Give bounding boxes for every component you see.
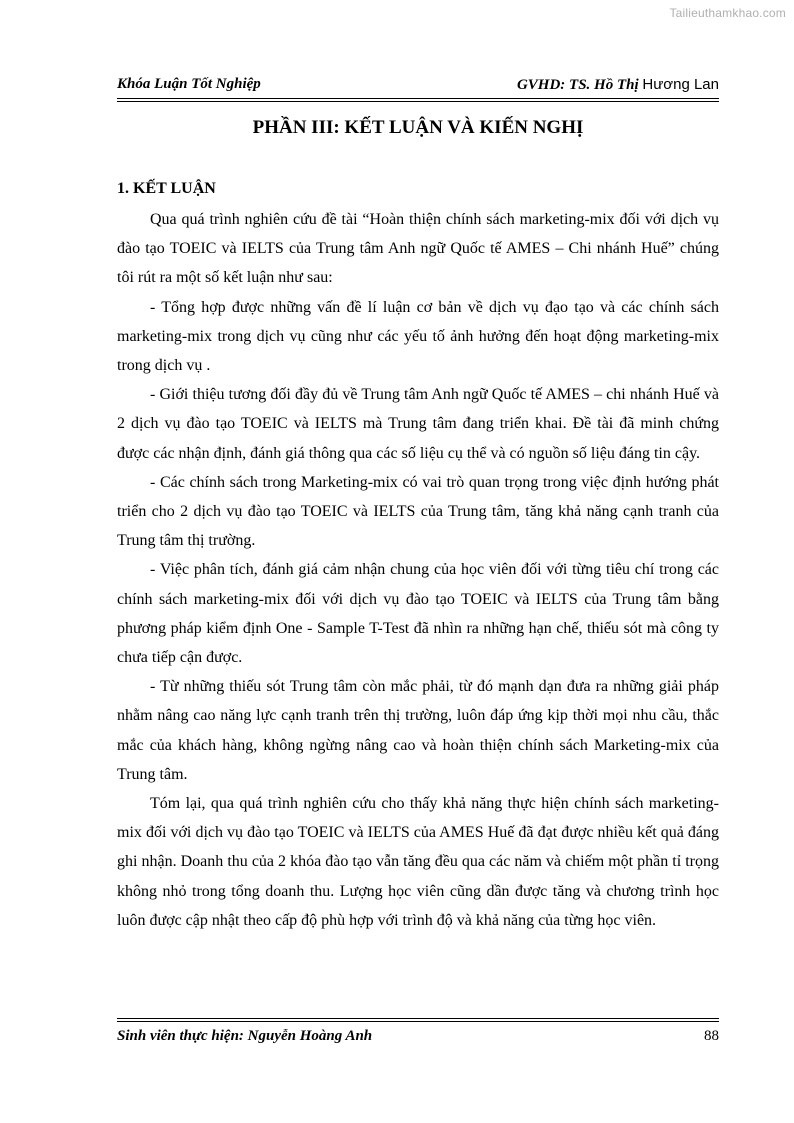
paragraph: Qua quá trình nghiên cứu đề tài “Hoàn thiện chính sách marketing-mix đối với dịch vụ đào tạo TOEIC và IELTS của Trung tâm Anh ngữ Quốc tế AMES – Chi nhánh Huế” chúng tôi rút ra một số kết luận như sau: [117,211,719,287]
page-footer [117,1028,719,1048]
paragraph: - Việc phân tích, đánh giá cảm nhận chung của học viên đối với từng tiêu chí trong các chính sách marketing-mix đối với dịch vụ đào tạo TOEIC và IELTS của Trung tâm bằng phương pháp kiểm định One - Sample T-Test đã nhìn ra những hạn chế, thiếu sót mà công ty chưa tiếp cận được. [117,561,719,667]
paragraph: - Các chính sách trong Marketing-mix có vai trò quan trọng trong việc định hướng phát triển cho 2 dịch vụ đào tạo TOEIC và IELTS của Trung tâm, tăng khả năng cạnh tranh của Trung tâm thị trường. [117,473,719,550]
header-advisor-prefix: GVHD: TS. Hồ Thị [516,77,639,93]
paragraph: - Từ những thiếu sót Trung tâm còn mắc phải, từ đó mạnh dạn đưa ra những giải pháp nhằm nâng cao năng lực cạnh tranh trên thị trường, luôn đáp ứng kịp thời mọi nhu cầu, thắc mắc của khách hàng, không ngừng nâng cao và hoàn thiện chính sách Marketing-mix của Trung tâm. [117,678,719,783]
header-advisor-name: Hương Lan [642,76,719,93]
header-rule [117,98,719,102]
body-text [117,205,719,935]
section-heading: 1. KẾT LUẬN [117,180,216,197]
page-header [117,76,719,96]
paragraph: - Giới thiệu tương đối đầy đủ về Trung tâm Anh ngữ Quốc tế AMES – chi nhánh Huế và 2 dịch vụ đào tạo TOEIC và IELTS mà Trung tâm đang triển khai. Đề tài đã minh chứng được các nhận định, đánh giá thông qua các số liệu cụ thể và có nguồn số liệu đáng tin cậy. [117,386,719,462]
header-thesis-label: Khóa Luận Tốt Nghiệp [117,76,261,92]
paragraph: Tóm lại, qua quá trình nghiên cứu cho thấy khả năng thực hiện chính sách marketing-mix đối với dịch vụ đào tạo TOEIC và IELTS của AMES Huế đã đạt được nhiều kết quả đáng ghi nhận. Doanh thu của 2 khóa đào tạo vẫn tăng đều qua các năm và chiếm một phần tỉ trọng không nhỏ trong tổng doanh thu. Lượng học viên cũng dần được tăng và chương trình học luôn được cập nhật theo cấp độ phù hợp với trình độ và khả năng của từng học viên. [117,795,719,929]
footer-student: Sinh viên thực hiện: Nguyễn Hoàng Anh [117,1028,373,1044]
paragraph: - Tổng hợp được những vấn đề lí luận cơ bản về dịch vụ đạo tạo và các chính sách marketing-mix trong dịch vụ cũng như các yếu tố ảnh hưởng đến hoạt động marketing-mix trong dịch vụ . [117,298,719,375]
watermark: Tailieuthamkhao.com [669,6,786,20]
footer-rule [117,1018,719,1022]
page-number: 88 [704,1028,719,1044]
page-title: PHẦN III: KẾT LUẬN VÀ KIẾN NGHỊ [252,117,584,138]
header-advisor [517,76,719,94]
